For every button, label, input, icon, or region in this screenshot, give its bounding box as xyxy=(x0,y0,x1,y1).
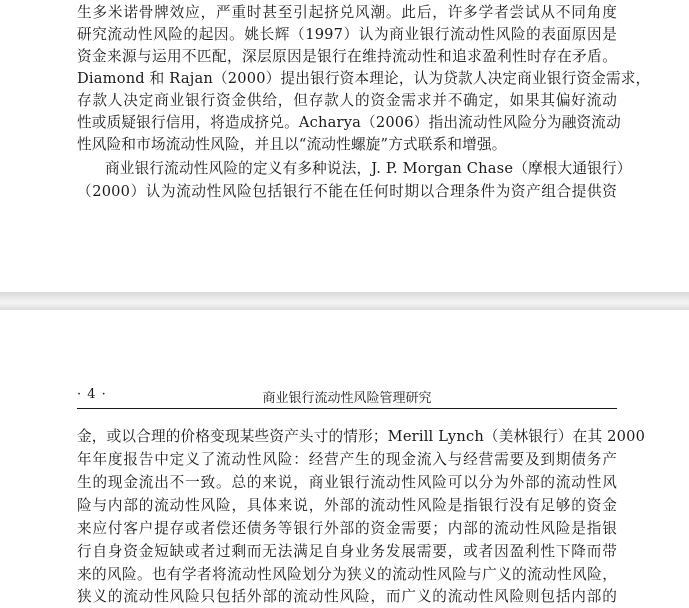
paragraph-line: 存款人决定商业银行资金供给，但存款人的资金需求并不确定，如果其偏好流动 xyxy=(77,92,617,109)
paragraph-first-line: 商业银行流动性风险的定义有多种说法，J. P. Morgan Chase（摩根大通银行） xyxy=(105,160,632,177)
paragraph-line: 性风险和市场流动性风险，并且以“流动性螺旋”方式联系和增强。 xyxy=(77,136,507,153)
paragraph-line: 性或质疑银行信用，将造成挤兑。Acharya（2006）指出流动性风险分为融资流动 xyxy=(77,114,621,131)
paragraph-line: 来的风险。也有学者将流动性风险划分为狭义的流动性风险与广义的流动性风险， xyxy=(77,566,617,583)
paragraph-line: 险与内部的流动性风险，具体来说，外部的流动性风险是指银行没有足够的资金 xyxy=(77,497,617,514)
paragraph-line: 研究流动性风险的起因。姚长辉（1997）认为商业银行流动性风险的表面原因是 xyxy=(77,26,617,43)
paragraph-line: 生的现金流出不一致。总的来说，商业银行流动性风险可以分为外部的流动性风 xyxy=(77,474,617,491)
page-number: · 4 · xyxy=(77,387,107,402)
paragraph-line: 资金来源与运用不匹配，深层原因是银行在维持流动性和追求盈利性时存在矛盾。 xyxy=(77,48,617,65)
page-separator xyxy=(0,292,689,310)
paragraph-line: 金，或以合理的价格变现某些资产头寸的情形；Merill Lynch（美林银行）在其 2000 xyxy=(77,428,646,445)
running-header xyxy=(77,380,617,409)
paragraph-line: 年年度报告中定义了流动性风险：经营产生的现金流入与经营需要及到期债务产 xyxy=(77,451,617,468)
paragraph-line: 狭义的流动性风险只包括外部的流动性风险，而广义的流动性风险则包括内部的 xyxy=(77,588,617,605)
running-title: 商业银行流动性风险管理研究 xyxy=(262,391,432,406)
document-page-top xyxy=(0,0,689,292)
paragraph-line: 行自身资金短缺或者过剩而无法满足自身业务发展需要，或者因盈利性下降而带 xyxy=(77,543,617,560)
paragraph-line: （2000）认为流动性风险包括银行不能在任何时期以合理条件为资产组合提供资 xyxy=(77,183,617,200)
paragraph-line: 生多米诺骨牌效应，严重时甚至引起挤兑风潮。此后，许多学者尝试从不同角度 xyxy=(77,4,617,21)
paragraph-line: Diamond 和 Rajan（2000）提出银行资本理论，认为贷款人决定商业银行资金需求， xyxy=(77,70,651,87)
paragraph-line: 来应付客户提存或者偿还债务等银行外部的资金需要；内部的流动性风险是指银 xyxy=(77,520,617,537)
